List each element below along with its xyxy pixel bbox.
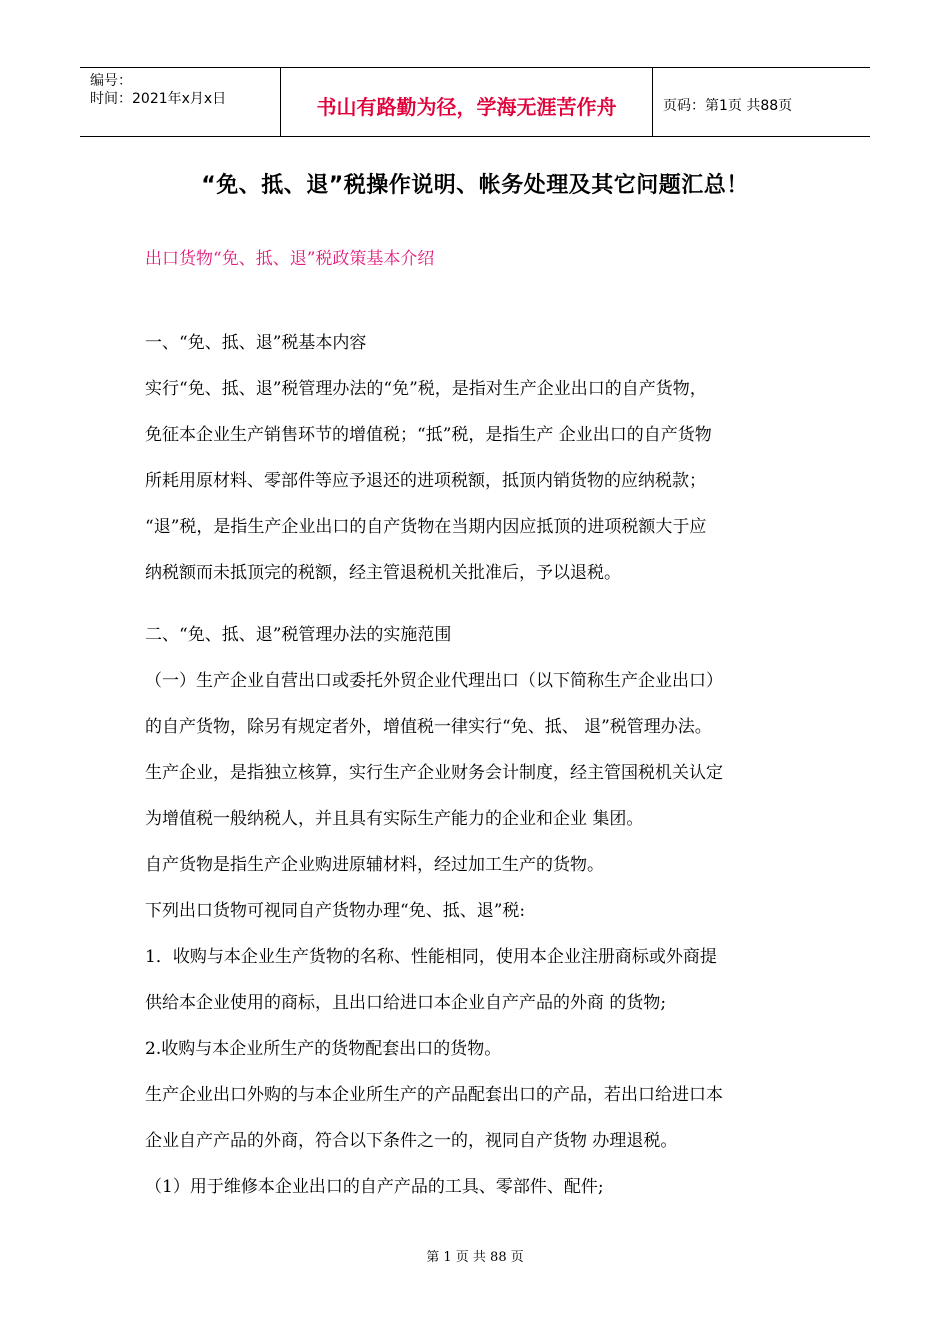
body-line: 自产货物是指生产企业购进原辅材料，经过加工生产的货物。 <box>145 855 604 875</box>
page-header <box>80 67 870 137</box>
header-meta <box>80 68 281 136</box>
section-heading-1: 一、“免、抵、退”税基本内容 <box>145 333 367 353</box>
body-line: 生产企业，是指独立核算，实行生产企业财务会计制度，经主管国税机关认定 <box>145 763 723 783</box>
document-time: 时间：2021年x月x日 <box>90 91 227 107</box>
body-line: 纳税额而未抵顶完的税额，经主管退税机关批准后，予以退税。 <box>145 563 621 583</box>
body-line: 的自产货物，除另有规定者外，增值税一律实行“免、抵、 退”税管理办法。 <box>145 717 712 737</box>
section-heading-2: 二、“免、抵、退”税管理办法的实施范围 <box>145 625 452 645</box>
body-line: 1．收购与本企业生产货物的名称、性能相同，使用本企业注册商标或外商提 <box>145 947 717 967</box>
body-line: 为增值税一般纳税人，并且具有实际生产能力的企业和企业 集团。 <box>145 809 644 829</box>
body-line: （1）用于维修本企业出口的自产产品的工具、零部件、配件; <box>145 1177 604 1197</box>
body-line: 下列出口货物可视同自产货物办理“免、抵、退”税: <box>145 901 526 921</box>
body-line: 供给本企业使用的商标，且出口给进口本企业自产产品的外商 的货物; <box>145 993 667 1013</box>
body-line: 所耗用原材料、零部件等应予退还的进项税额，抵顶内销货物的应纳税款； <box>145 471 706 491</box>
body-line: 免征本企业生产销售环节的增值税；“抵”税，是指生产 企业出口的自产货物 <box>145 425 712 445</box>
body-line: “退”税，是指生产企业出口的自产货物在当期内因应抵顶的进项税额大于应 <box>145 517 707 537</box>
document-number-label: 编号： <box>90 73 132 89</box>
body-line: 企业自产产品的外商，符合以下条件之一的，视同自产货物 办理退税。 <box>145 1131 678 1151</box>
body-line: （一）生产企业自营出口或委托外贸企业代理出口（以下简称生产企业出口） <box>145 671 723 691</box>
page-footer: 第 1 页 共 88 页 <box>426 1250 524 1265</box>
document-body <box>145 236 835 1210</box>
section-subtitle: 出口货物“免、抵、退”税政策基本介绍 <box>145 249 435 269</box>
header-page-info: 页码：第1页 共88页 <box>663 98 793 114</box>
body-line: 实行“免、抵、退”税管理办法的“免”税，是指对生产企业出口的自产货物， <box>145 379 707 399</box>
document-title: “免、抵、退”税操作说明、帐务处理及其它问题汇总！ <box>201 173 749 198</box>
body-line: 2.收购与本企业所生产的货物配套出口的货物。 <box>145 1039 502 1059</box>
header-motto: 书山有路勤为径，学海无涯苦作舟 <box>281 68 653 136</box>
body-line: 生产企业出口外购的与本企业所生产的产品配套出口的产品，若出口给进口本 <box>145 1085 723 1105</box>
